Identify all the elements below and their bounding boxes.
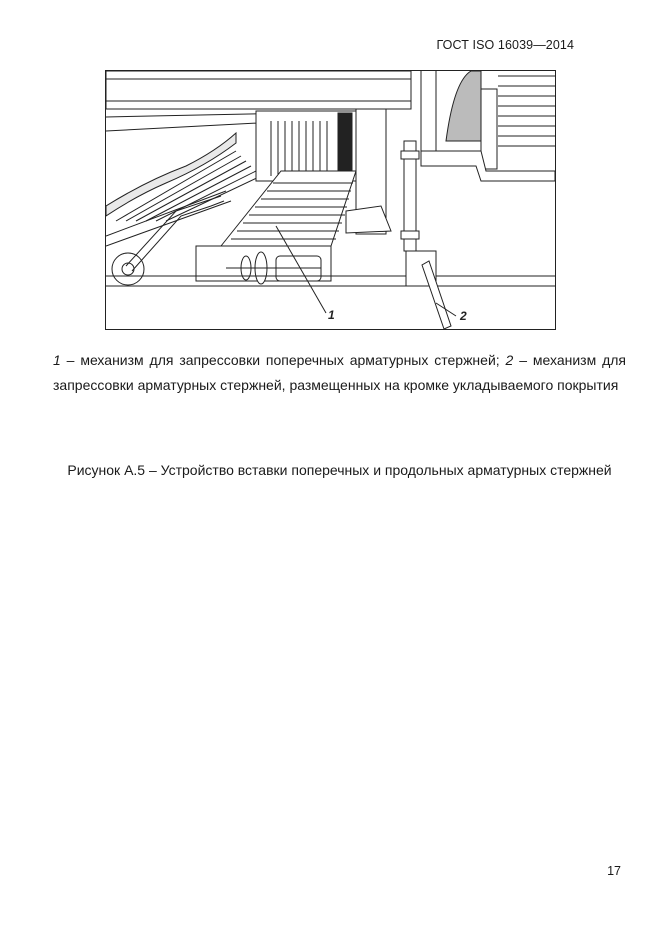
right-chute <box>421 71 555 181</box>
figure-title: Рисунок А.5 – Устройство вставки поперечных и продольных арматурных стержней <box>67 462 612 478</box>
machine-drawing <box>106 71 555 329</box>
figure-illustration <box>105 70 556 330</box>
wheel <box>112 253 144 285</box>
side-post <box>401 141 451 329</box>
caption-item-2-number: 2 <box>505 352 514 368</box>
page-number: 17 <box>607 864 621 878</box>
caption-item-1-text: – механизм для запрессовки поперечных арматурных стержней; <box>60 352 506 368</box>
caption-item-2-text: – механизм для запрессовки арматурных стержней, размещенных на кромке укладываемого покрытия <box>53 352 627 393</box>
conveyor <box>221 171 356 246</box>
callout-1: 1 <box>328 308 335 322</box>
callout-2: 2 <box>460 309 467 323</box>
top-beam <box>106 71 411 109</box>
caption-item-1-number: 1 <box>53 352 61 368</box>
figure-caption <box>53 348 626 398</box>
document-header: ГОСТ ISO 16039—2014 <box>436 38 574 52</box>
